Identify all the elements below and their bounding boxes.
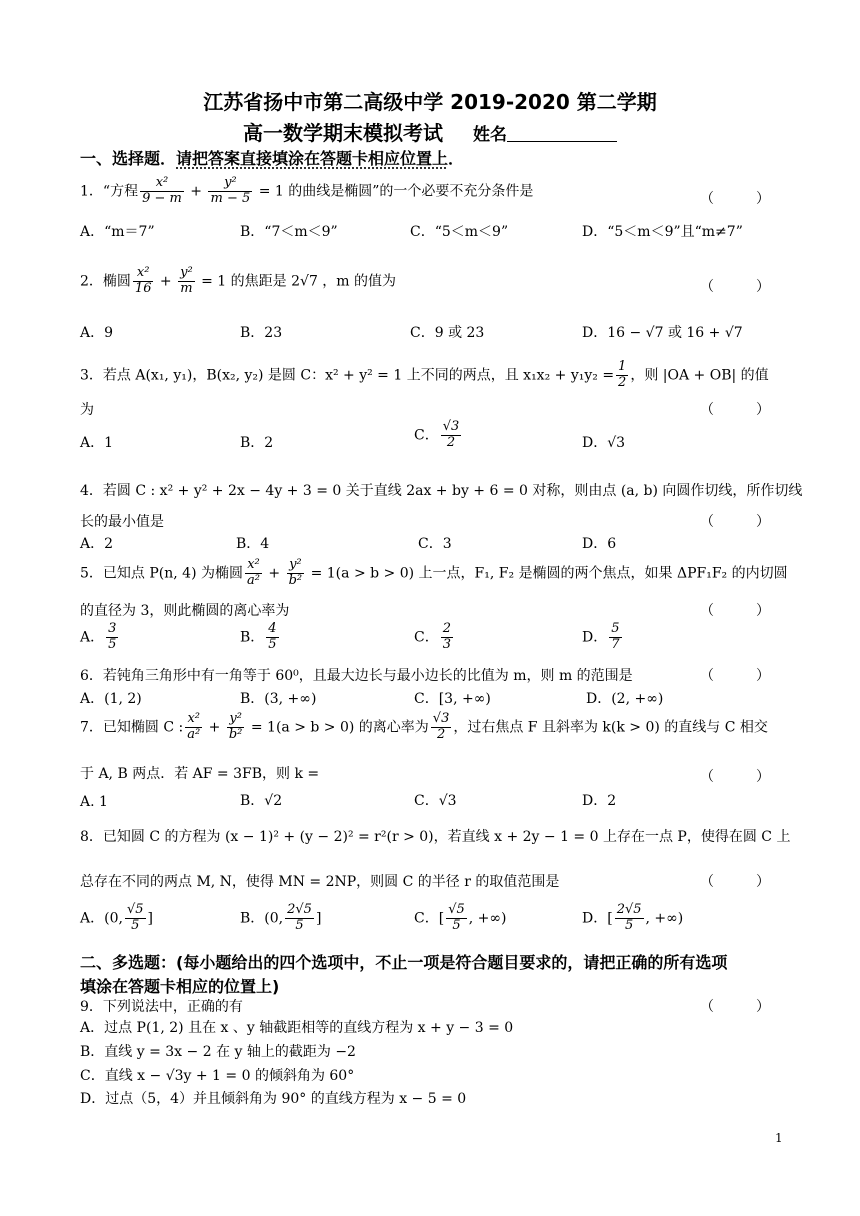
- q3-line1b: ，则 |OA + OB| 的值: [630, 367, 769, 384]
- q8-option-b: [240, 903, 321, 934]
- q1-option-b: B．“7＜m＜9”: [240, 224, 338, 240]
- q4-option-c: C．3: [418, 536, 452, 552]
- q8-a-den: 5: [131, 917, 140, 933]
- q7-frac1: [185, 712, 202, 743]
- q4-line1: 4．若圆 C : x² + y² + 2x − 4y + 3 = 0 关于直线 2ax + by + 6 = 0 对称，则由点 (a, b) 向圆作切线，所作切线: [80, 483, 803, 499]
- q8-d-post: , +∞): [645, 910, 684, 927]
- q1-frac2: [208, 176, 252, 207]
- q8-option-a: [80, 903, 153, 934]
- q5-option-a: [80, 622, 120, 653]
- q5-option-c: [414, 622, 455, 653]
- q8-a-num: √5: [126, 902, 144, 917]
- q7-f2-den: b²: [228, 726, 243, 742]
- q7-post: ，过右焦点 F 且斜率为 k(k > 0) 的直线与 C 相交: [453, 719, 768, 736]
- q1-answer-paren[interactable]: （ ）: [700, 191, 770, 207]
- name-blank[interactable]: [507, 125, 617, 142]
- q8-a-post: ]: [147, 910, 153, 927]
- q8-a-frac: [125, 903, 146, 934]
- q6-option-b: B．(3, +∞): [240, 691, 317, 707]
- q7-frac3: [431, 712, 452, 743]
- q8-option-c: [414, 903, 507, 934]
- q4-line2: 长的最小值是: [80, 514, 164, 530]
- q8-d-den: 5: [624, 917, 634, 933]
- q2-f1-den: 16: [134, 280, 152, 296]
- q5-b-frac: [266, 622, 278, 653]
- q5-a-den: 5: [108, 636, 117, 652]
- exam-subtitle: [0, 117, 860, 146]
- q6-option-d: D．(2, +∞): [586, 691, 664, 707]
- q1-f2-den: m − 5: [210, 190, 251, 206]
- q8-d-num: 2√5: [616, 902, 642, 917]
- section1-heading: [80, 146, 464, 169]
- q3-answer-paren[interactable]: （ ）: [700, 402, 770, 418]
- q4-option-d: D．6: [582, 536, 617, 552]
- q4-option-a: A．2: [80, 536, 114, 552]
- q7-f3-den: 2: [436, 726, 446, 742]
- q7-option-b: B．√2: [240, 793, 283, 809]
- exam-subtitle-text: 高一数学期末模拟考试: [243, 121, 443, 145]
- q7-pre: 7．已知椭圆 C :: [80, 719, 184, 736]
- q5-b-label: B．: [240, 629, 265, 646]
- q5-d-label: D．: [582, 629, 608, 646]
- q5-a-num: 3: [108, 621, 117, 636]
- q8-c-pre: C．[: [414, 910, 445, 927]
- q1-f1-den: 9 − m: [142, 190, 182, 206]
- q9-option-b: B．直线 y = 3x − 2 在 y 轴上的截距为 −2: [80, 1044, 356, 1060]
- q5-f2-num: y²: [287, 558, 305, 574]
- name-label: 姓名: [473, 125, 507, 145]
- q5-frac2: [287, 558, 305, 589]
- q5-option-b: [240, 622, 281, 653]
- q7-f1-den: a²: [187, 726, 201, 742]
- q5-b-num: 4: [268, 621, 277, 636]
- q6-option-a: A．(1, 2): [80, 691, 142, 707]
- q8-a-pre: A．(0,: [80, 910, 123, 927]
- q5-c-frac: [441, 622, 453, 653]
- q9-stem: 9．下列说法中，正确的有: [80, 999, 243, 1015]
- q8-b-pre: B．(0,: [240, 910, 284, 927]
- q3-option-c-frac: [441, 420, 462, 451]
- q1-frac1: [140, 176, 184, 207]
- q2-stem: 2．椭圆 $\frac{\text{x²}}{16}$ + $\frac{\text{y²}}{m}$ = 1 的焦距是 2√7 ，m 的值为: [80, 265, 397, 296]
- q7-stem: 7．已知椭圆 C : $\frac{\text{x²}}{\text{a²}}$ + $\frac{\text{y²}}{\text{b²}}$ = 1(a > b > 0) 的离心率为 $\frac{√3}{2}$ ，过右焦点 F 且斜率为 k(k > 0) 的直线与 C 相交: [80, 711, 768, 742]
- q1-f2-num: y²: [208, 176, 252, 192]
- q3-f-num: 1: [618, 359, 627, 374]
- q5-pre: 5．已知点 P(n, 4) 为椭圆: [80, 565, 243, 582]
- q3-line1a: 3．若点 A(x₁, y₁)，B(x₂, y₂) 是圆 C：x² + y² = 1 上不同的两点，且 x₁x₂ + y₁y₂ =: [80, 367, 615, 384]
- q2-f2-den: m: [180, 280, 193, 296]
- q5-a-label: A．: [80, 629, 105, 646]
- q7-f3-num: √3: [432, 711, 450, 726]
- q5-a-frac: [106, 622, 118, 653]
- q7-option-c: C．√3: [414, 793, 457, 809]
- q8-b-den: 5: [295, 917, 304, 933]
- q5-f1-num: x²: [245, 558, 262, 574]
- q5-option-d: [582, 622, 624, 653]
- q2-option-b: B．23: [240, 325, 283, 341]
- q5-stem: 5．已知点 P(n, 4) 为椭圆 $\frac{\text{x²}}{\text{a²}}$ + $\frac{\text{y²}}{\text{b²}}$ = 1(a > b > 0) 上一点，F₁, F₂ 是椭圆的两个焦点，如果 ΔPF₁F₂ 的内切圆: [80, 557, 788, 588]
- q6-option-c: C．[3, +∞): [414, 691, 491, 707]
- q3-option-a: A．1: [80, 435, 114, 451]
- q2-pre: 2．椭圆: [80, 273, 131, 290]
- section1-emph: 请把答案直接填涂在答题卡相应位置上: [176, 149, 449, 168]
- q3-option-d: D．√3: [582, 435, 626, 451]
- q5-c-num: 2: [442, 621, 451, 636]
- q8-line2: 总存在不同的两点 M, N，使得 MN = 2NP，则圆 C 的半径 r 的取值范围是: [80, 874, 560, 890]
- q1-stem: [80, 176, 533, 207]
- q7-mid: = 1(a > b > 0) 的离心率为: [246, 719, 429, 736]
- q3-stem: [80, 360, 769, 391]
- section2-heading-line1: 二、多选题：(每小题给出的四个选项中，不止一项是符合题目要求的，请把正确的所有选项: [80, 953, 728, 972]
- section1-prefix: 一、选择题．: [80, 149, 177, 168]
- q4-option-b: B．4: [236, 536, 270, 552]
- q3-frac: [616, 360, 628, 391]
- q9-option-a: A．过点 P(1, 2) 且在 x 、y 轴截距相等的直线方程为 x + y − 3 = 0: [80, 1020, 514, 1036]
- q2-f2-num: y²: [180, 265, 193, 280]
- q1-option-c: C．“5＜m＜9”: [410, 224, 509, 240]
- q1-pre: 1．“方程: [80, 183, 139, 200]
- q8-b-post: ]: [315, 910, 322, 927]
- q3-c-den: 2: [446, 434, 456, 450]
- q7-line2: 于 A, B 两点．若 AF = 3FB，则 k =: [80, 766, 320, 782]
- q7-option-a: A. 1: [80, 794, 108, 810]
- exam-title: 江苏省扬中市第二高级中学 2019-2020 第二学期: [203, 90, 657, 114]
- q7-f1-num: x²: [185, 712, 202, 728]
- q3-line2: 为: [80, 402, 94, 418]
- q8-answer-paren[interactable]: （ ）: [700, 874, 770, 890]
- q1-plus: +: [185, 183, 207, 200]
- q3-c-num: √3: [442, 419, 460, 434]
- q7-option-d: D．2: [582, 793, 617, 809]
- q8-b-num: 2√5: [287, 902, 312, 917]
- q2-post: = 1 的焦距是 2√7 ，m 的值为: [196, 273, 397, 290]
- q1-option-d: D．“5＜m＜9”且“m≠7”: [582, 224, 743, 240]
- q8-c-den: 5: [452, 917, 461, 933]
- q6-answer-paren[interactable]: （ ）: [700, 668, 770, 684]
- q8-d-pre: D．[: [582, 910, 613, 927]
- q8-b-frac: [285, 903, 314, 934]
- q7-answer-paren[interactable]: （ ）: [700, 769, 770, 785]
- q5-f2-den: b²: [288, 572, 303, 588]
- q5-d-num: 5: [611, 621, 620, 636]
- q9-option-d: D．过点（5，4）并且倾斜角为 90° 的直线方程为 x − 5 = 0: [80, 1091, 467, 1107]
- page-number: 1: [775, 1131, 783, 1145]
- q8-line1: 8．已知圆 C 的方程为 (x − 1)² + (y − 2)² = r²(r > 0)，若直线 x + 2y − 1 = 0 上存在一点 P，使得在圆 C 上: [80, 829, 791, 845]
- q5-c-den: 3: [442, 636, 451, 652]
- section1-end: ．: [448, 149, 465, 168]
- q2-answer-paren[interactable]: （ ）: [700, 279, 770, 295]
- section2-heading-line2: 填涂在答题卡相应的位置上): [80, 977, 280, 996]
- q8-c-frac: [446, 903, 467, 934]
- q6-line1: 6．若钝角三角形中有一角等于 60⁰，且最大边长与最小边长的比值为 m，则 m 的范围是: [80, 668, 633, 684]
- q9-option-c: C．直线 x − √3y + 1 = 0 的倾斜角为 60°: [80, 1068, 355, 1084]
- q8-c-post: , +∞): [468, 910, 507, 927]
- q1-f1-num: x²: [140, 176, 184, 192]
- q2-option-c: C．9 或 23: [410, 325, 485, 341]
- q5-frac1: [245, 558, 262, 589]
- q3-f-den: 2: [618, 374, 627, 390]
- q1-post: = 1 的曲线是椭圆”的一个必要不充分条件是: [254, 183, 534, 200]
- q5-c-label: C．: [414, 629, 439, 646]
- q7-frac2: [227, 712, 245, 743]
- q5-line2: 的直径为 3，则此椭圆的离心率为: [80, 603, 290, 619]
- q2-option-d: D．16 − √7 或 16 + √7: [582, 325, 743, 341]
- q5-b-den: 5: [268, 636, 277, 652]
- q3-option-c-label: C．: [414, 427, 439, 444]
- q3-option-c: [414, 420, 463, 451]
- q4-answer-paren[interactable]: （ ）: [700, 514, 770, 530]
- q2-frac2: [178, 266, 195, 297]
- q2-f1-num: x²: [133, 266, 154, 282]
- q8-d-frac: [615, 903, 644, 934]
- q9-answer-paren[interactable]: （ ）: [700, 999, 770, 1015]
- q5-d-frac: [609, 622, 621, 653]
- q8-c-num: √5: [448, 902, 465, 917]
- q8-option-d: [582, 903, 683, 934]
- q3-option-b: B．2: [240, 435, 274, 451]
- q2-frac1: [133, 266, 154, 297]
- q5-post: = 1(a > b > 0) 上一点，F₁, F₂ 是椭圆的两个焦点，如果 ΔPF₁F₂ 的内切圆: [306, 565, 788, 582]
- q5-f1-den: a²: [246, 572, 260, 588]
- q7-f2-num: y²: [227, 712, 245, 728]
- q5-d-den: 7: [611, 636, 620, 652]
- q5-answer-paren[interactable]: （ ）: [700, 603, 770, 619]
- q2-option-a: A．9: [80, 325, 114, 341]
- q1-option-a: A．“m＝7”: [80, 224, 155, 240]
